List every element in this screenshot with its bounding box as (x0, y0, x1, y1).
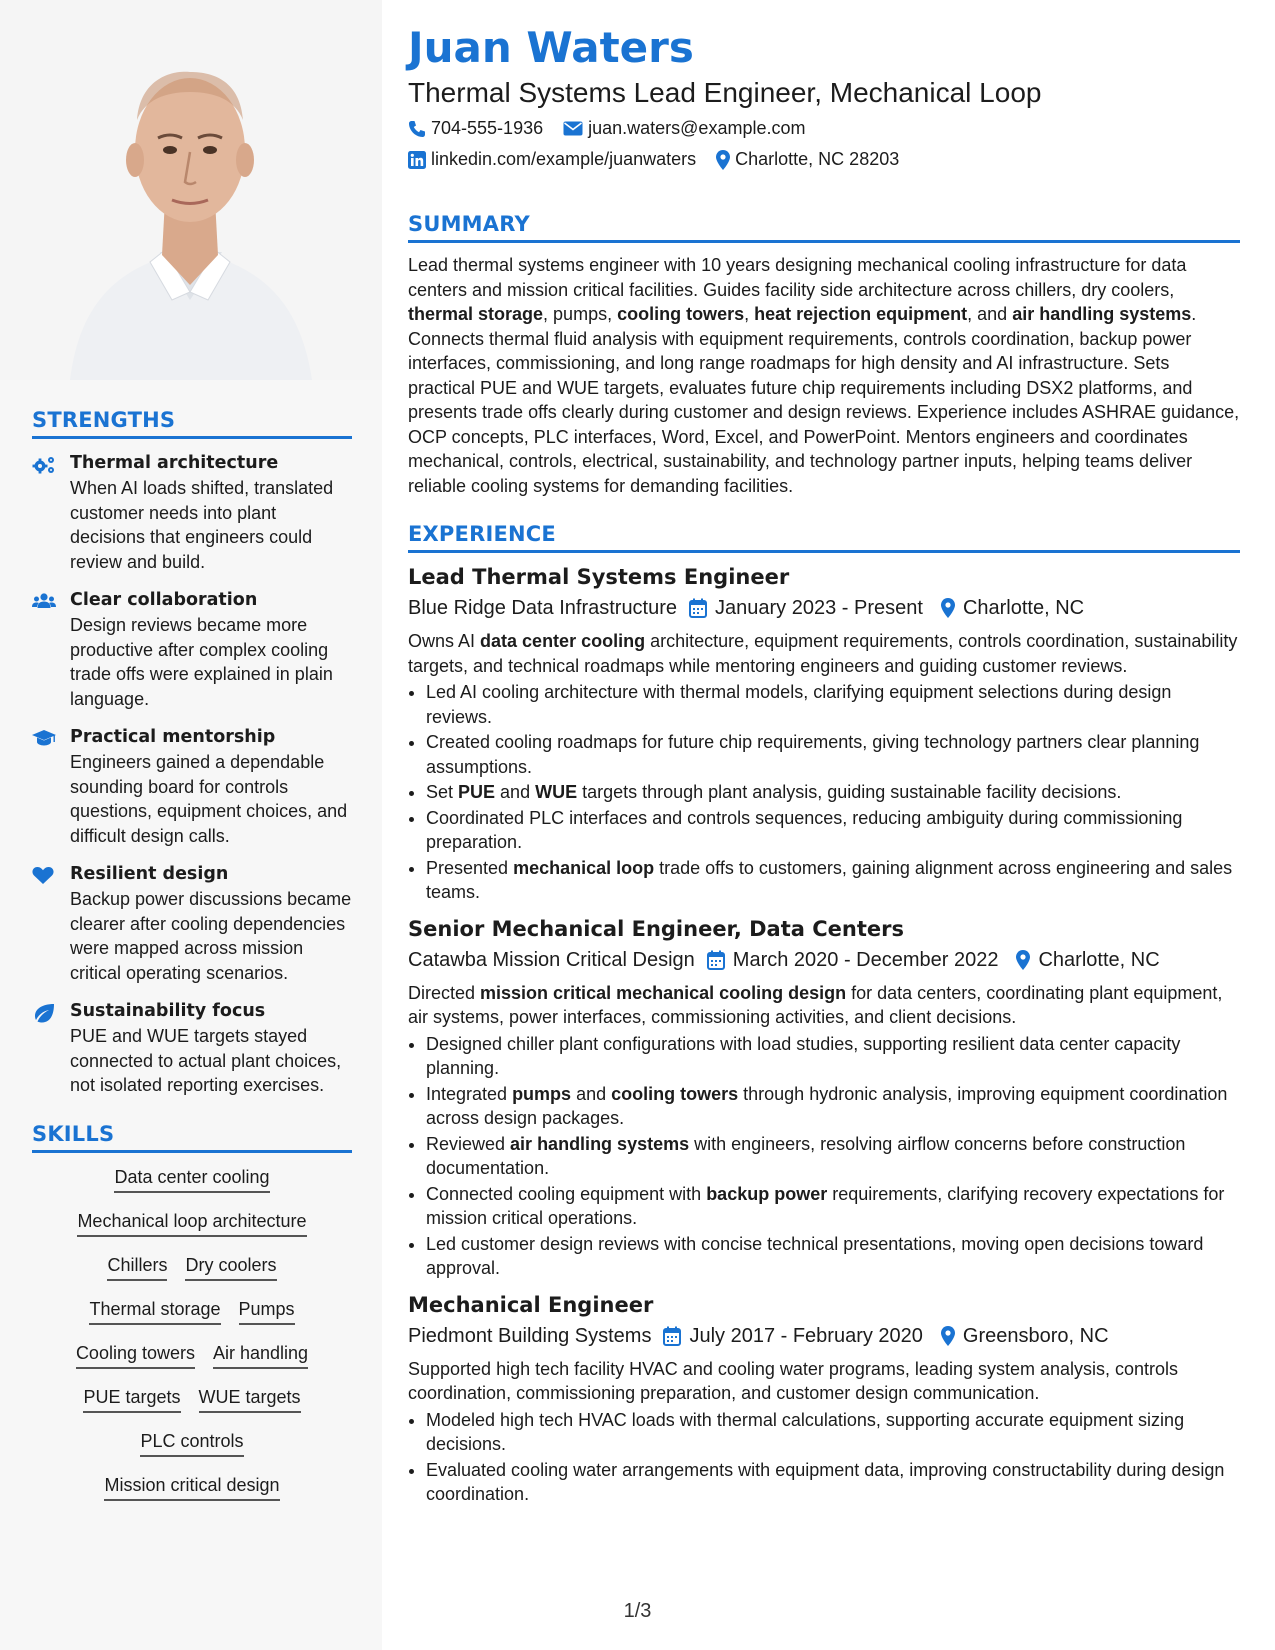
job-bullets (408, 680, 1240, 905)
calendar-icon (689, 598, 707, 618)
heart-icon (32, 864, 70, 985)
job-dates: July 2017 - February 2020 (689, 1324, 923, 1347)
skill-tag: Data center cooling (114, 1167, 269, 1193)
job-bullets (408, 1408, 1240, 1507)
skill-tag: Cooling towers (76, 1343, 195, 1369)
location-text: Charlotte, NC 28203 (735, 149, 900, 169)
envelope-icon (563, 121, 583, 136)
email-text: juan.waters@example.com (588, 118, 806, 138)
strength-title: Practical mentorship (70, 727, 276, 747)
skills-heading: SKILLS (32, 1122, 352, 1153)
job-role: Senior Mechanical Engineer, Data Centers (408, 916, 904, 941)
strength-title: Sustainability focus (70, 1001, 266, 1021)
job-entry (408, 563, 1240, 905)
job-entry (408, 1291, 1240, 1507)
strength-title: Clear collaboration (70, 590, 258, 610)
job-dates: March 2020 - December 2022 (732, 948, 999, 971)
strength-title: Resilient design (70, 864, 229, 884)
job-location: Charlotte, NC (1038, 948, 1160, 971)
map-pin-icon (941, 1326, 955, 1346)
bullet-item: • Coordinated PLC interfaces and controls sequences, reducing ambiguity during commissioning preparation. (426, 806, 1240, 855)
skills-list (32, 1167, 352, 1501)
job-meta (408, 595, 1240, 621)
company-name: Piedmont Building Systems (408, 1324, 652, 1347)
calendar-icon (707, 950, 725, 970)
skill-tag: Dry coolers (185, 1255, 276, 1281)
strengths-heading: STRENGTHS (32, 408, 352, 439)
strength-description: Design reviews became more productive after complex cooling trade offs were explained in plain language. (70, 615, 333, 709)
company-name: Catawba Mission Critical Design (408, 948, 695, 971)
summary-heading: SUMMARY (408, 212, 1240, 243)
job-role: Lead Thermal Systems Engineer (408, 565, 790, 589)
strength-title: Thermal architecture (70, 453, 279, 473)
skill-tag: Thermal storage (89, 1299, 220, 1325)
contact-row-2 (408, 149, 1240, 170)
job-location: Charlotte, NC (962, 597, 1085, 619)
bullet-item: • Connected cooling equipment with backup power requirements, clarifying recovery expectations for mission critical operations. (426, 1182, 1240, 1231)
phone-icon (408, 120, 426, 138)
leaf-icon (32, 1001, 70, 1098)
strength-description: Engineers gained a dependable sounding board for controls questions, equipment choices, and difficult design calls. (70, 752, 348, 846)
job-location: Greensboro, NC (962, 1324, 1109, 1347)
job-bullets (408, 1032, 1240, 1281)
strength-item (32, 590, 352, 711)
page-number: 1/3 (623, 1600, 652, 1622)
job-entry (408, 915, 1240, 1281)
main-content (408, 22, 1240, 1517)
linkedin-text: linkedin.com/example/juanwaters (431, 149, 697, 169)
graduation-cap-icon (32, 727, 70, 848)
gears-icon (32, 453, 70, 574)
bullet-item: • Led customer design reviews with concise technical presentations, moving open decisions toward approval. (426, 1232, 1240, 1281)
linkedin-contact[interactable] (408, 149, 696, 170)
skill-tag: Pumps (239, 1299, 295, 1325)
experience-heading: EXPERIENCE (408, 522, 1240, 553)
phone-text: 704-555-1936 (431, 118, 544, 138)
strength-description: Backup power discussions became clearer after cooling dependencies were mapped across mission critical operating scenarios. (70, 889, 352, 983)
email-contact[interactable] (563, 118, 805, 139)
calendar-icon (663, 1326, 681, 1346)
strength-item (32, 727, 352, 848)
map-pin-icon (941, 598, 955, 618)
job-intro: Owns AI data center cooling architecture, equipment requirements, controls coordination, sustainability targets, and technical roadmaps while mentoring engineers and guiding customer reviews. (408, 631, 1238, 676)
sidebar-content (32, 408, 352, 1519)
skill-tag: Mission critical design (104, 1475, 279, 1501)
bullet-item: • Created cooling roadmaps for future chip requirements, giving technology partners clear planning assumptions. (426, 730, 1240, 779)
skill-tag: Chillers (107, 1255, 167, 1281)
bullet-item: • Evaluated cooling water arrangements with equipment data, improving constructability during design coordination. (426, 1458, 1240, 1507)
skill-tag: WUE targets (199, 1387, 301, 1413)
bullet-item: • Set PUE and WUE targets through plant analysis, guiding sustainable facility decisions. (426, 780, 1240, 805)
bullet-item: • Led AI cooling architecture with thermal models, clarifying equipment selections during design reviews. (426, 680, 1240, 729)
bullet-item: • Designed chiller plant configurations with load studies, supporting resilient data center capacity planning. (426, 1032, 1240, 1081)
headline-title: Thermal Systems Lead Engineer, Mechanical Loop (408, 77, 1042, 108)
job-role: Mechanical Engineer (408, 1292, 654, 1317)
map-pin-icon (1016, 950, 1030, 970)
contact-row (408, 118, 1240, 139)
job-dates: January 2023 - Present (715, 597, 923, 619)
map-pin-icon (716, 150, 730, 170)
skill-tag: PLC controls (140, 1431, 243, 1457)
phone-contact[interactable] (408, 118, 543, 139)
summary-text: Lead thermal systems engineer with 10 years designing mechanical cooling infrastructure for data centers and mission critical facilities. Guides facility side architecture across chillers, dry coolers, thermal storage, pumps, cooling towers, heat rejection equipment, and air handling systems. Connects thermal fluid analysis with equipment requirements, controls coordination, backup power interfaces, commissioning, and long range roadmaps for high density and AI infrastructure. Sets practical PUE and WUE targets, evaluates future chip requirements including DSX2 platforms, and presents trade offs clearly during customer and design reviews. Experience includes ASHRAE guidance, OCP concepts, PLC interfaces, Word, Excel, and PowerPoint. Mentors engineers and coordinates mechanical, controls, electrical, sustainability, and technology partner inputs, helping teams deliver reliable cooling systems for demanding facilities. (408, 255, 1240, 496)
skill-tag: Air handling (213, 1343, 308, 1369)
profile-photo (0, 0, 382, 380)
job-meta (408, 947, 1240, 973)
bullet-item: • Presented mechanical loop trade offs to customers, gaining alignment across engineering and sales teams. (426, 856, 1240, 905)
bullet-item: • Reviewed air handling systems with engineers, resolving airflow concerns before construction documentation. (426, 1132, 1240, 1181)
job-intro: Supported high tech facility HVAC and cooling water programs, leading system analysis, controls coordination, commissioning preparation, and customer design communication. (408, 1358, 1179, 1403)
strength-description: When AI loads shifted, translated customer needs into plant decisions that engineers could review and build. (70, 478, 334, 572)
bullet-item: • Modeled high tech HVAC loads with thermal calculations, supporting accurate equipment sizing decisions. (426, 1408, 1240, 1457)
strength-item (32, 1001, 352, 1098)
skill-tag: PUE targets (83, 1387, 180, 1413)
job-meta (408, 1323, 1240, 1349)
candidate-name: Juan Waters (408, 23, 694, 72)
skill-tag: Mechanical loop architecture (77, 1211, 306, 1237)
sidebar (0, 0, 382, 1650)
portrait-illustration (0, 0, 382, 380)
company-name: Blue Ridge Data Infrastructure (408, 597, 678, 619)
strength-item (32, 453, 352, 574)
strength-item (32, 864, 352, 985)
users-icon (32, 590, 70, 711)
location-contact (716, 149, 899, 170)
job-intro: Directed mission critical mechanical cooling design for data centers, coordinating plant equipment, air systems, power interfaces, commissioning activities, and client decisions. (408, 982, 1223, 1027)
linkedin-icon (408, 151, 426, 169)
strength-description: PUE and WUE targets stayed connected to actual plant choices, not isolated reporting exercises. (70, 1026, 342, 1095)
bullet-item: • Integrated pumps and cooling towers through hydronic analysis, improving equipment coordination across design packages. (426, 1082, 1240, 1131)
